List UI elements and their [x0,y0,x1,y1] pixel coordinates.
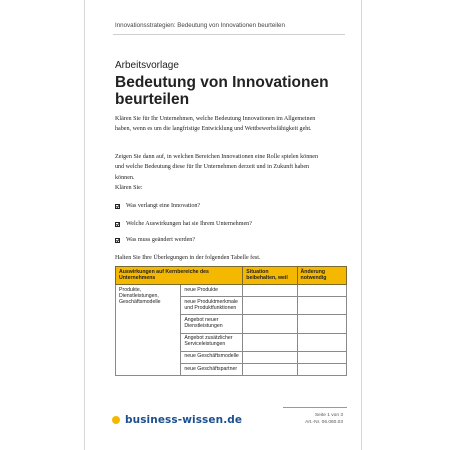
header-keep-situation: Situation beibehalten, weil [243,267,297,285]
row-label: Angebot zusätzlicher Serviceleistungen [181,333,243,351]
page-info [285,412,343,426]
row-label: neue Geschäftsmodelle [181,351,243,363]
logo-text: business-wissen.de [125,414,243,426]
row-label: neue Geschäftspartner [181,363,243,375]
input-cell[interactable] [243,363,297,375]
group-label: Produkte, Dienstleistungen, Geschäftsmodelle [116,285,181,376]
table-header-row [116,267,347,285]
input-cell[interactable] [297,351,346,363]
page-number: Seite 1 von 3 [314,413,343,418]
running-header: Innovationsstrategien: Bedeutung von Innovationen beurteilen [115,22,285,29]
page-title: Bedeutung von Innovationen beurteilen [115,74,329,108]
input-cell[interactable] [243,351,297,363]
checklist-item [115,221,252,227]
input-cell[interactable] [243,297,297,315]
checklist-item-label: Welche Auswirkungen hat sie Ihrem Unternehmen? [126,221,252,227]
input-cell[interactable] [243,333,297,351]
row-label: neue Produkte [181,285,243,297]
footer-divider [283,407,347,408]
row-label: Angebot neuer Dienstleistungen [181,315,243,333]
document-page [84,0,362,450]
input-cell[interactable] [297,363,346,375]
logo-dot-icon [112,416,120,424]
assessment-table [115,266,347,376]
input-cell[interactable] [297,333,346,351]
intro-paragraph: Klären Sie für Ihr Unternehmen, welche Bedeutung Innovationen im Allgemeinen haben, wenn es um die langfristige Entwicklung und Wettbewerbsfähigkeit geht. [115,116,316,133]
header-change-needed: Änderung notwendig [297,267,346,285]
input-cell[interactable] [297,285,346,297]
checklist-item-label: Was muss geändert werden? [126,237,196,243]
areas-paragraph: Zeigen Sie dann auf, in welchen Bereichen Innovationen eine Rolle spielen können und welche Bedeutung diese für Ihr Unternehmen derzeit und in Zukunft haben können. [115,154,319,181]
input-cell[interactable] [243,285,297,297]
table-instruction: Halten Sie Ihre Überlegungen in der folgenden Tabelle fest. [115,255,261,261]
checklist-item [115,203,200,209]
article-number: Art.-Nr. 06.060.03 [305,420,343,425]
table-row [116,285,347,297]
checklist-item [115,237,195,243]
input-cell[interactable] [297,315,346,333]
input-cell[interactable] [297,297,346,315]
checkbox-checked-icon [115,222,120,227]
checklist-item-label: Was verlangt eine Innovation? [126,203,201,209]
checkbox-checked-icon [115,238,120,243]
header-divider [113,34,345,35]
clarify-paragraph: Klären Sie: [115,185,143,191]
checkbox-checked-icon [115,204,120,209]
brand-logo[interactable] [112,414,242,426]
input-cell[interactable] [243,315,297,333]
row-label: neue Produktmerkmale und Produktfunktionen [181,297,243,315]
document-type: Arbeitsvorlage [115,60,179,71]
header-core-areas: Auswirkungen auf Kernbereiche des Unternehmens [116,267,243,285]
